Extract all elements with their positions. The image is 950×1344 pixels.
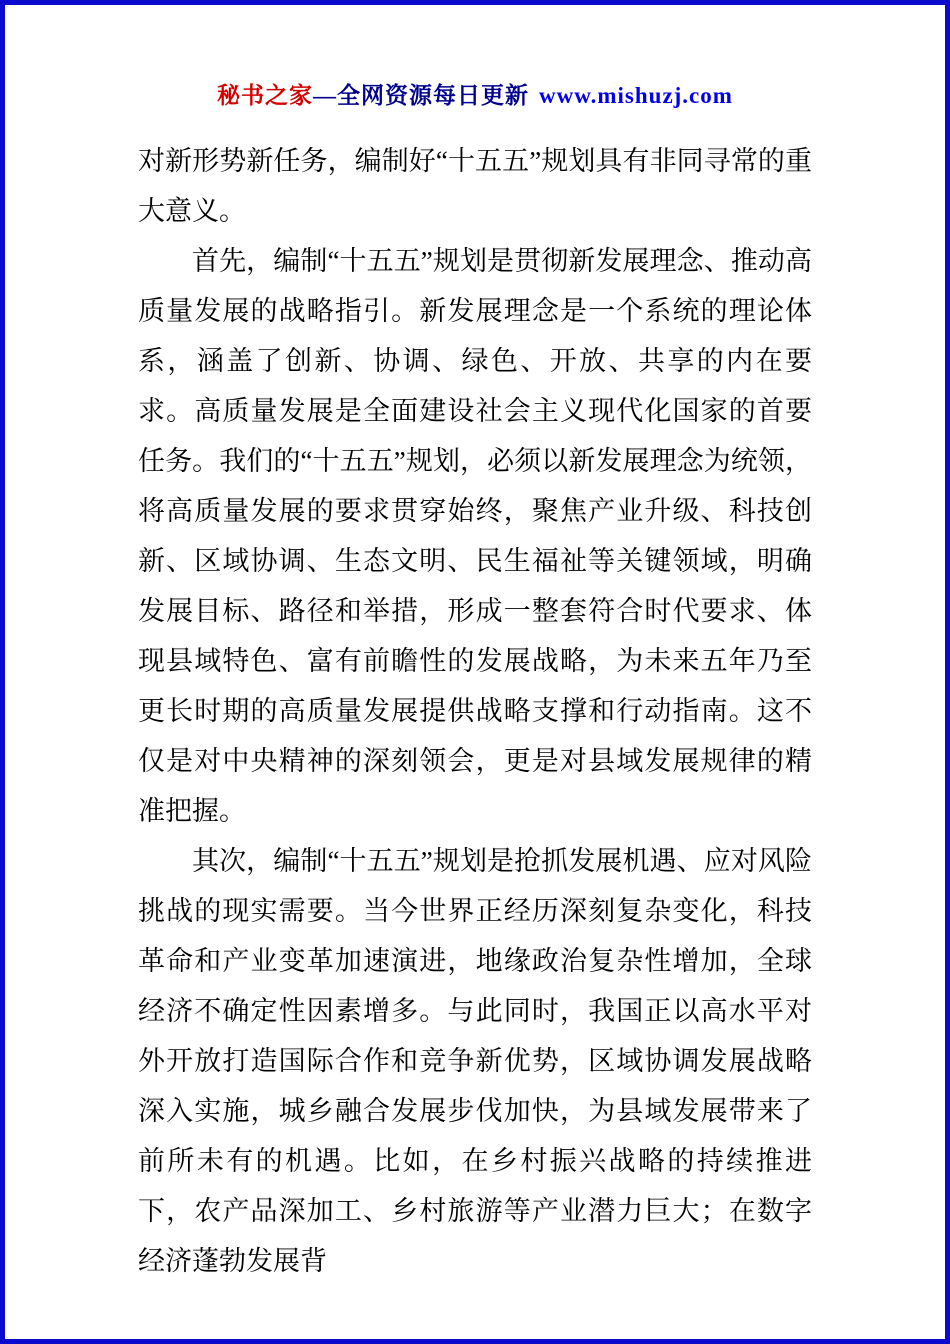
site-tagline: —全网资源每日更新 bbox=[313, 83, 530, 108]
page-content bbox=[5, 5, 945, 1326]
document-body bbox=[138, 136, 812, 1286]
paragraph-first-point: 首先，编制“十五五”规划是贯彻新发展理念、推动高质量发展的战略指引。新发展理念是一个系统的理论体系，涵盖了创新、协调、绿色、开放、共享的内在要求。高质量发展是全面建设社会主义现代化国家的首要任务。我们的“十五五”规划，必须以新发展理念为统领，将高质量发展的要求贯穿始终，聚焦产业升级、科技创新、区域协调、生态文明、民生福祉等关键领域，明确发展目标、路径和举措，形成一整套符合时代要求、体现县域特色、富有前瞻性的发展战略，为未来五年乃至更长时期的高质量发展提供战略支撑和行动指南。这不仅是对中央精神的深刻领会，更是对县域发展规律的精准把握。 bbox=[138, 246, 812, 826]
paragraph-continuation: 对新形势新任务，编制好“十五五”规划具有非同寻常的重大意义。 bbox=[138, 146, 812, 226]
site-url: www.mishuzj.com bbox=[539, 83, 733, 108]
site-brand: 秘书之家 bbox=[217, 83, 314, 108]
paragraph-second-point: 其次，编制“十五五”规划是抢抓发展机遇、应对风险挑战的现实需要。当今世界正经历深刻复杂变化，科技革命和产业变革加速演进，地缘政治复杂性增加，全球经济不确定性因素增多。与此同时，我国正以高水平对外开放打造国际合作和竞争新优势，区域协调发展战略深入实施，城乡融合发展步伐加快，为县域发展带来了前所未有的机遇。比如，在乡村振兴战略的持续推进下，农产品深加工、乡村旅游等产业潜力巨大；在数字经济蓬勃发展背 bbox=[138, 846, 812, 1276]
site-header bbox=[138, 77, 812, 110]
